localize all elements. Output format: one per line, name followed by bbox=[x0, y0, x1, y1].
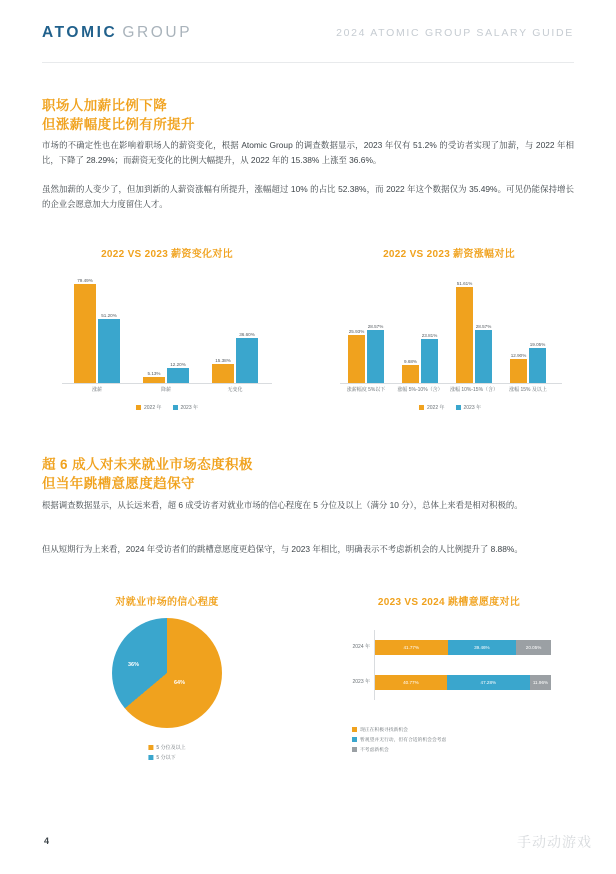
chart4-legend-label-1: 暂观望并无行动，但有合适的机会会考虑 bbox=[360, 738, 447, 743]
chart2-title: 2022 VS 2023 薪资涨幅对比 bbox=[383, 249, 515, 260]
section1-paragraph-2: 虽然加薪的人变少了，但加到新的人薪资涨幅有所提升，涨幅超过 10% 的占比 52.38%，而 2022 年这个数据仅为 35.49%。可见仍能保持增长的企业会愿意加大力度留住人才。 bbox=[42, 184, 574, 209]
chart1-title: 2022 VS 2023 薪资变化对比 bbox=[101, 249, 233, 260]
legend-swatch-icon bbox=[148, 755, 153, 760]
chart3-legend bbox=[148, 744, 185, 764]
page-header bbox=[0, 0, 616, 66]
section2-title-line2: 但当年跳槽意愿度趋保守 bbox=[42, 476, 195, 491]
chart1-bar-2022-1 bbox=[143, 371, 165, 383]
chart2-axis bbox=[340, 383, 562, 384]
chart4-legend-item-0 bbox=[352, 726, 408, 733]
brand-logo bbox=[42, 24, 192, 42]
section2-paragraph-2: 但从短期行为上来看，2024 年受访者们的跳槽意愿度更趋保守，与 2023 年相比，明确表示不考虑新机会的人比例提升了 8.88%。 bbox=[42, 544, 523, 554]
chart1-bar-2022-2 bbox=[212, 358, 234, 383]
chart2-value-2022-3: 12.90% bbox=[510, 353, 527, 358]
chart2-bar-2023-0 bbox=[367, 324, 384, 383]
chart4-title: 2023 VS 2024 跳槽意愿度对比 bbox=[377, 597, 521, 608]
chart4-legend-item-1 bbox=[352, 736, 446, 743]
chart2-bar-2022-1 bbox=[402, 359, 419, 383]
chart2-bar-2023-1 bbox=[421, 333, 438, 383]
chart2-legend-item-0 bbox=[419, 404, 445, 411]
chart4-legend-row-2 bbox=[352, 736, 446, 743]
chart2-bar-2023-3 bbox=[529, 342, 546, 383]
chart1-axis bbox=[62, 383, 272, 384]
chart1-value-2023-2: 36.60% bbox=[239, 332, 255, 337]
chart4-cat-1: 2023 年 bbox=[352, 679, 370, 685]
chart4-legend-label-0: 现正在积极寻找新机会 bbox=[360, 728, 408, 733]
chart2-value-2023-0: 28.57% bbox=[367, 324, 384, 329]
chart2-value-2022-2: 51.61% bbox=[456, 281, 473, 286]
chart2-value-2023-1: 23.81% bbox=[421, 333, 438, 338]
section1-title-line2: 但涨薪幅度比例有所提升 bbox=[42, 117, 195, 132]
chart2-plot-area bbox=[340, 272, 562, 384]
chart4-seg-2024-2: 20.05% bbox=[516, 640, 551, 655]
chart4-legend-row-1 bbox=[352, 726, 446, 733]
chart2-salary-increase-bars bbox=[340, 272, 562, 384]
chart4-legend-item-2 bbox=[352, 746, 389, 753]
chart1-value-2022-0: 79.49% bbox=[77, 278, 93, 283]
watermark-text: 手动动游戏 bbox=[517, 834, 592, 850]
chart1-legend-item-0 bbox=[136, 404, 162, 411]
chart3-confidence-pie bbox=[112, 618, 222, 728]
section1-title bbox=[42, 96, 195, 134]
chart1-cat-0: 涨薪 bbox=[91, 387, 103, 393]
chart4-cat-0: 2024 年 bbox=[352, 644, 370, 650]
section2-paragraph-1: 根据调查数据显示，从长远来看，超 6 成受访者对就业市场的信心程度在 5 分位及以上（满分 10 分），总体上来看是相对积极的。 bbox=[42, 500, 523, 510]
chart3-legend-label-0: 5 分位及以上 bbox=[156, 745, 186, 751]
chart2-cat-3: 涨幅 15% 及以上 bbox=[509, 387, 547, 393]
chart2-legend-item-1 bbox=[456, 404, 482, 411]
legend-swatch-icon bbox=[352, 727, 357, 732]
section1-paragraph-1: 市场的不确定性也在影响着职场人的薪资变化，根据 Atomic Group 的调查数据显示，2023 年仅有 51.2% 的受访者实现了加薪，与 2022 年相比，下降了 28.29%；而薪资无变化的比例大幅提升，从 2022 年的 15.38% 上涨至 36.6%。 bbox=[42, 140, 574, 165]
legend-swatch-icon bbox=[419, 405, 424, 410]
chart3-pie-shape bbox=[112, 618, 222, 728]
chart1-salary-change-bars bbox=[62, 272, 272, 384]
chart4-seg-2023-0: 40.77% bbox=[375, 675, 447, 690]
logo-atomic-text: ATOMIC bbox=[42, 24, 118, 41]
header-title: 2024 ATOMIC GROUP SALARY GUIDE bbox=[336, 27, 574, 39]
chart3-slice-label-0: 64% bbox=[174, 680, 186, 686]
section2-title-line1: 超 6 成人对未来就业市场态度积极 bbox=[42, 457, 253, 472]
chart2-value-2022-0: 25.93% bbox=[348, 329, 365, 334]
chart2-bar-2022-2 bbox=[456, 281, 473, 383]
chart4-legend bbox=[352, 726, 446, 756]
chart2-value-2022-1: 9.68% bbox=[403, 359, 418, 364]
chart1-bar-2023-1 bbox=[167, 362, 189, 383]
chart4-legend-label-2: 不考虑新机会 bbox=[360, 748, 389, 753]
chart4-seg-2024-1: 39.46% bbox=[448, 640, 517, 655]
chart2-value-2023-2: 28.57% bbox=[475, 324, 492, 329]
section1-title-line1: 职场人加薪比例下降 bbox=[42, 98, 168, 113]
chart4-row-2024 bbox=[375, 640, 551, 655]
chart2-bar-2022-3 bbox=[510, 353, 527, 383]
legend-swatch-icon bbox=[173, 405, 178, 410]
chart2-legend-label-0: 2022 年 bbox=[426, 405, 445, 411]
chart1-cat-2: 无变化 bbox=[227, 387, 243, 393]
chart3-legend-item-0 bbox=[148, 744, 185, 751]
chart1-cat-1: 降薪 bbox=[160, 387, 172, 393]
chart2-bar-2023-2 bbox=[475, 324, 492, 383]
chart2-legend-label-1: 2023 年 bbox=[463, 405, 482, 411]
chart2-bar-2022-0 bbox=[348, 329, 365, 383]
section2-title bbox=[42, 455, 253, 493]
legend-swatch-icon bbox=[352, 747, 357, 752]
chart2-legend bbox=[419, 404, 481, 411]
chart1-value-2023-1: 12.20% bbox=[170, 362, 186, 367]
chart1-value-2022-1: 5.13% bbox=[147, 371, 161, 376]
chart1-legend-item-1 bbox=[173, 404, 199, 411]
chart4-row-2023 bbox=[375, 675, 551, 690]
chart2-value-2023-3: 19.05% bbox=[529, 342, 546, 347]
chart1-legend-label-1: 2023 年 bbox=[180, 405, 199, 411]
logo-group-text: GROUP bbox=[122, 24, 193, 41]
chart2-cat-0: 涨薪幅度 5%以下 bbox=[346, 387, 386, 393]
chart1-value-2022-2: 15.38% bbox=[215, 358, 231, 363]
chart1-legend bbox=[136, 404, 198, 411]
chart3-slice-label-1: 36% bbox=[128, 662, 140, 668]
chart2-cat-1: 涨幅 5%-10%（含） bbox=[397, 387, 443, 393]
legend-swatch-icon bbox=[352, 737, 357, 742]
chart2-cat-2: 涨幅 10%-15%（含） bbox=[449, 387, 499, 393]
chart1-legend-label-0: 2022 年 bbox=[143, 405, 162, 411]
header-divider bbox=[42, 62, 574, 63]
chart1-plot-area bbox=[62, 272, 272, 384]
chart4-legend-row-3 bbox=[352, 746, 446, 753]
chart4-seg-2023-1: 47.28% bbox=[447, 675, 530, 690]
chart1-value-2023-0: 51.20% bbox=[101, 313, 117, 318]
chart4-seg-2023-2: 11.96% bbox=[530, 675, 551, 690]
chart3-legend-item-1 bbox=[148, 754, 185, 761]
legend-swatch-icon bbox=[136, 405, 141, 410]
chart3-title: 对就业市场的信心程度 bbox=[115, 597, 219, 608]
legend-swatch-icon bbox=[456, 405, 461, 410]
chart1-bar-2022-0 bbox=[74, 278, 96, 383]
page-number: 4 bbox=[44, 836, 50, 846]
chart1-bar-2023-2 bbox=[236, 332, 258, 383]
legend-swatch-icon bbox=[148, 745, 153, 750]
chart4-seg-2024-0: 41.77% bbox=[375, 640, 448, 655]
chart1-bar-2023-0 bbox=[98, 313, 120, 383]
chart3-legend-label-1: 5 分以下 bbox=[156, 755, 176, 761]
